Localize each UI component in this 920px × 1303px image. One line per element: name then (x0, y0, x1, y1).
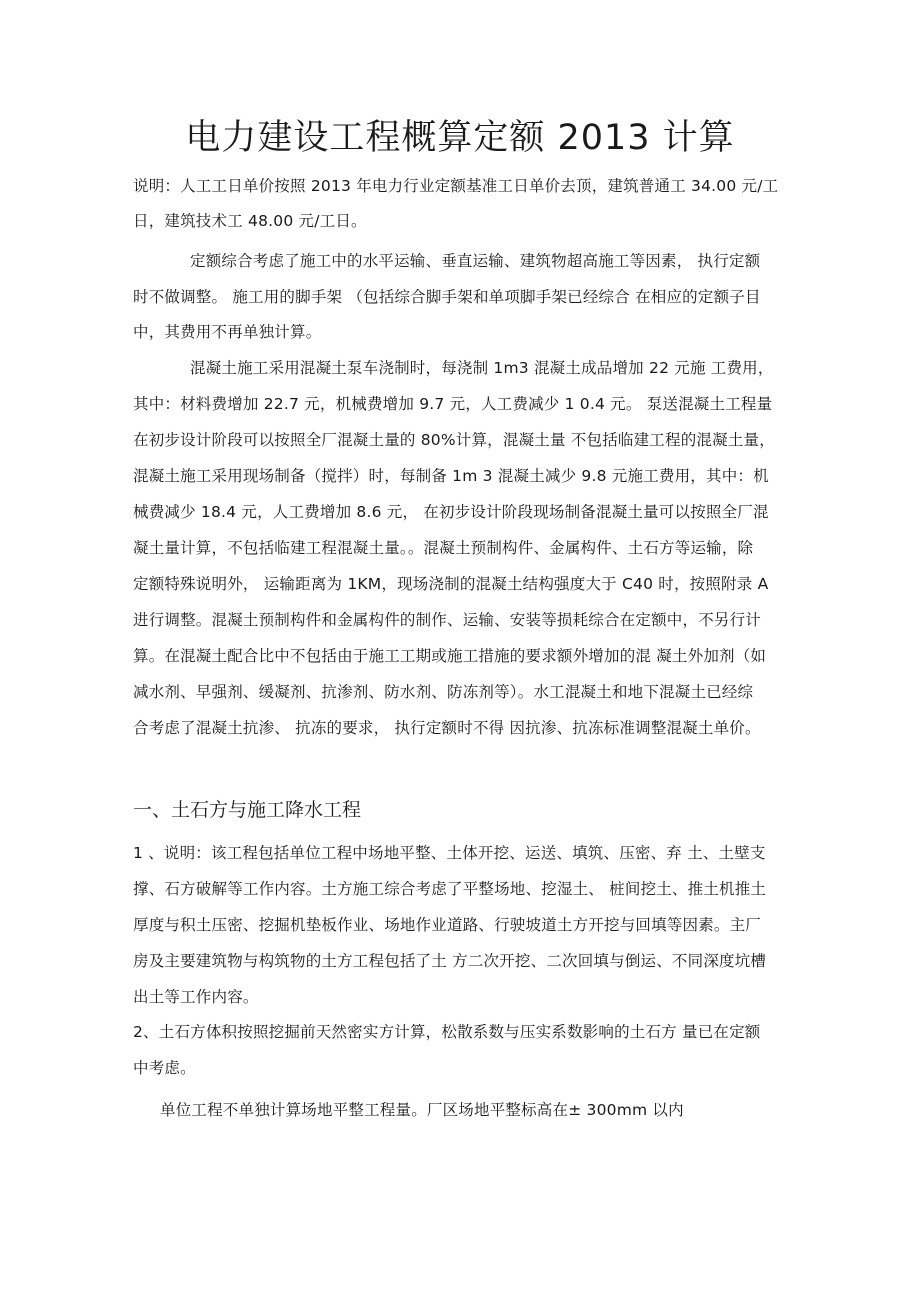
section-line: 撑、石方破解等工作内容。土方施工综合考虑了平整场地、挖湿土、 桩间挖土、推土机推土 (133, 880, 767, 898)
section-line: 2、土石方体积按照挖掘前天然密实方计算，松散系数与压实系数影响的土石方 量已在定额 (133, 1023, 761, 1041)
intro-line: 日，建筑技术工 48.00 元/工日。 (133, 212, 367, 230)
section-line: 房及主要建筑物与构筑物的土方工程包括了土 方二次开挖、二次回填与倒运、不同深度坑槽 (133, 952, 767, 970)
intro-line: 时不做调整。 施工用的脚手架 （包括综合脚手架和单项脚手架已经综合 在相应的定额子目 (133, 288, 761, 306)
section-heading: 一、土石方与施工降水工程 (133, 799, 362, 821)
intro-line: 其中：材料费增加 22.7 元，机械费增加 9.7 元，人工费减少 1 0.4 元。 泵送混凝土工程量 (133, 395, 773, 413)
page-title: 电力建设工程概算定额 2013 计算 (185, 118, 735, 158)
section-line: 厚度与积土压密、挖掘机垫板作业、场地作业道路、行驶坡道土方开挖与回填等因素。主厂 (133, 916, 762, 934)
intro-line: 凝土量计算，不包括临建工程混凝土量。。混凝土预制构件、金属构件、土石方等运输，除 (133, 539, 754, 557)
intro-line: 算。在混凝土配合比中不包括由于施工工期或施工措施的要求额外增加的混 凝土外加剂（如 (133, 647, 767, 665)
intro-line: 定额综合考虑了施工中的水平运输、垂直运输、建筑物超高施工等因素， 执行定额 (190, 252, 761, 270)
section-line: 中考虑。 (133, 1059, 196, 1077)
section-line: 单位工程不单独计算场地平整工程量。厂区场地平整标高在± 300mm 以内 (160, 1101, 684, 1119)
intro-line: 定额特殊说明外， 运输距离为 1KM，现场浇制的混凝土结构强度大于 C40 时，按照附录 A (133, 575, 769, 593)
intro-line: 进行调整。混凝土预制构件和金属构件的制作、运输、安装等损耗综合在定额中，不另行计 (133, 611, 762, 629)
intro-line: 中，其费用不再单独计算。 (133, 323, 322, 341)
intro-line: 减水剂、早强剂、缓凝剂、抗渗剂、防水剂、防冻剂等）。水工混凝土和地下混凝土已经综 (133, 683, 754, 701)
section-line: 出土等工作内容。 (133, 988, 259, 1006)
intro-line: 混凝土施工采用混凝土泵车浇制时，每浇制 1m3 混凝土成品增加 22 元施 工费用， (190, 359, 774, 377)
intro-line: 混凝土施工采用现场制备（搅拌）时，每制备 1m 3 混凝土减少 9.8 元施工费用，其中：机 (133, 467, 769, 485)
intro-line: 在初步设计阶段可以按照全厂混凝土量的 80%计算，混凝土量 不包括临建工程的混凝土量， (133, 431, 775, 449)
intro-line: 说明：人工工日单价按照 2013 年电力行业定额基准工日单价去顶，建筑普通工 34.00 元/工 (133, 177, 779, 195)
intro-line: 械费减少 18.4 元，人工费增加 8.6 元， 在初步设计阶段现场制备混凝土量可以按照全厂混 (133, 503, 769, 521)
intro-line: 合考虑了混凝土抗渗、 抗冻的要求， 执行定额时不得 因抗渗、抗冻标准调整混凝土单价。 (133, 719, 761, 737)
section-line: 1 、说明：该工程包括单位工程中场地平整、土体开挖、运送、填筑、压密、弃 土、土壁支 (133, 844, 766, 862)
